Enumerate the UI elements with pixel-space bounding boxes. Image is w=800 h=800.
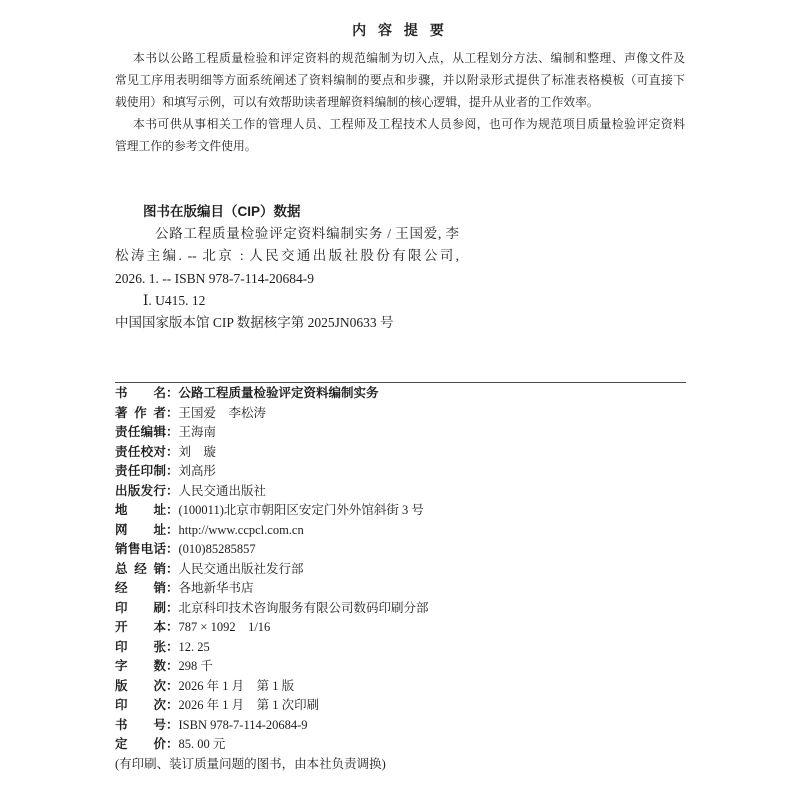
info-value: 王海南 [178,425,217,439]
info-label: 总 经 销 [115,561,166,576]
cip-line: 2026. 1. -- ISBN 978-7-114-20684-9 [115,270,314,286]
cip-block [115,201,459,334]
publication-info [115,384,686,774]
info-row-word-count [115,657,686,677]
info-value: 787 × 1092 1/16 [178,620,271,634]
info-colon: ： [166,405,179,420]
info-label: 经 销 [115,581,166,595]
cip-line: Ⅰ. U415. 12 [143,292,206,308]
intro-line: 本书以公路工程质量检验和评定资料的规范编制为切入点，从工程划分方法、编制和整理、声像文件及 [133,51,685,65]
info-colon: ： [166,522,179,537]
info-value: 公路工程质量检验评定资料编制实务 [178,386,379,400]
info-label: 责任校对 [115,444,166,459]
info-row-authors [115,404,686,424]
info-footnote: (有印刷、装订质量问题的图书，由本社负责调换) [115,756,386,771]
info-row-format [115,618,686,638]
info-value: 12. 25 [178,639,210,654]
info-value: ISBN 978-7-114-20684-9 [178,717,308,732]
info-colon: ： [166,698,179,712]
cip-line: 中国国家版本馆 CIP 数据核字第 2025JN0633 号 [115,315,394,331]
info-value: 人民交通出版社发行部 [178,561,304,576]
info-row-printer [115,599,686,619]
info-row-sales-phone [115,540,686,560]
info-value: 85. 00 元 [178,737,226,751]
info-colon: ： [166,639,179,654]
info-value: 2026 年 1 月 第 1 版 [178,678,295,693]
info-label: 定 价 [115,737,166,751]
info-colon: ： [166,444,179,459]
info-row-isbn [115,716,686,736]
info-colon: ： [166,483,179,498]
info-colon: ： [166,659,179,673]
info-label: 书 号 [115,717,166,732]
info-label: 责任印制 [115,464,166,478]
info-label: 著 作 者 [115,405,166,420]
info-label: 字 数 [115,659,166,673]
info-colon: ： [166,464,179,478]
info-label: 印 刷 [115,600,166,615]
info-label: 开 本 [115,620,166,634]
info-value: (010)85285857 [178,542,256,556]
info-label: 网 址 [115,522,166,537]
info-colon: ： [166,561,179,576]
info-colon: ： [166,678,179,693]
info-value: 298 千 [178,659,213,673]
info-value: http://www.ccpcl.com.cn [178,522,304,537]
info-colon: ： [166,717,179,732]
info-colon: ： [166,425,179,439]
info-value: 刘高彤 [178,464,217,478]
info-row-publisher [115,482,686,502]
cip-line: 公路工程质量检验评定资料编制实务 / 王国爱, 李 [155,226,459,242]
info-divider [115,382,686,383]
info-row-distributor [115,579,686,599]
info-label: 书 名 [115,386,166,400]
info-row-price [115,735,686,755]
info-label: 出版发行 [115,483,166,498]
info-label: 地 址 [115,503,166,517]
info-value: 2026 年 1 月 第 1 次印刷 [178,698,320,712]
info-row-general-distributor [115,560,686,580]
info-row-sheets [115,638,686,658]
intro-line: 常见工序用表明细等方面系统阐述了资料编制的要点和步骤，并以附录形式提供了标准表格模板（可直接下 [115,73,685,87]
intro-line: 载使用）和填写示例，可以有效帮助读者理解资料编制的核心逻辑，提升从业者的工作效率。 [115,95,599,109]
info-label: 印 张 [115,639,166,654]
info-label: 印 次 [115,698,166,712]
info-value: 各地新华书店 [178,581,254,595]
info-row-impression [115,696,686,716]
cip-heading: 图书在版编目（CIP）数据 [143,204,301,219]
info-colon: ： [166,600,179,615]
info-colon: ： [166,581,179,595]
info-label: 版 次 [115,678,166,693]
content-summary [115,47,685,157]
info-value: 人民交通出版社 [178,483,267,498]
info-row-edition [115,677,686,697]
info-colon: ： [166,737,179,751]
info-row-address [115,501,686,521]
info-row-proofreader [115,443,686,463]
info-row-editor [115,423,686,443]
info-colon: ： [166,620,179,634]
info-colon: ： [166,503,179,517]
info-row-title [115,384,686,404]
content-summary-title: 内 容 提 要 [352,22,448,38]
info-row-printing-manager [115,462,686,482]
info-label: 责任编辑 [115,425,166,439]
info-label: 销售电话 [115,542,166,556]
info-colon: ： [166,386,179,400]
cip-line: 松涛主编. -- 北京 : 人民交通出版社股份有限公司, [115,248,459,264]
info-colon: ： [166,542,179,556]
info-value: (100011)北京市朝阳区安定门外外馆斜街 3 号 [178,503,424,517]
info-value: 王国爱 李松涛 [178,405,267,420]
info-value: 刘 璇 [178,444,217,459]
intro-line: 管理工作的参考文件使用。 [115,139,257,153]
info-row-website [115,521,686,541]
info-value: 北京科印技术咨询服务有限公司数码印刷分部 [178,600,429,615]
intro-line: 本书可供从事相关工作的管理人员、工程师及工程技术人员参阅，也可作为规范项目质量检验评定资料 [133,117,685,131]
